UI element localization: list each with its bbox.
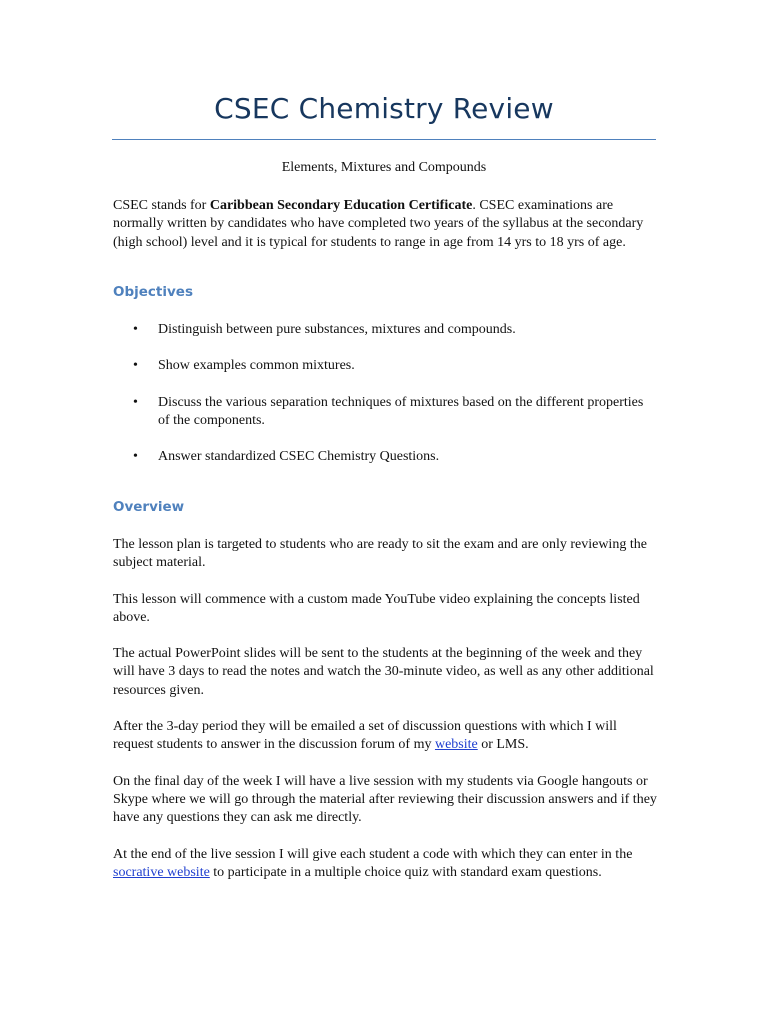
page-subtitle: Elements, Mixtures and Compounds: [281, 160, 487, 175]
intro-text-end: . CSEC examinations are normally written by candidates who have completed two years of the syllabus at the secondary (high school) level and it is typical for students to range in age from 14 yrs to 18 yrs of age.: [113, 198, 644, 250]
title-divider: [112, 139, 656, 140]
objectives-list: [113, 321, 658, 466]
bullet-icon: •: [133, 322, 138, 338]
intro-bold-text: Caribbean Secondary Education Certificate: [209, 198, 473, 213]
objective-text: Show examples common mixtures.: [158, 358, 355, 374]
overview-paragraph: This lesson will commence with a custom made YouTube video explaining the concepts listed above.: [113, 591, 640, 625]
overview-paragraph: On the final day of the week I will have a live session with my students via Google hangouts or Skype where we will go through the material after reviewing their discussion answers and if they have any questions they can ask me directly.: [113, 773, 657, 826]
paragraph-text: to participate in a multiple choice quiz with standard exam questions.: [209, 864, 602, 880]
bullet-icon: •: [133, 449, 138, 465]
intro-paragraph: [113, 197, 658, 252]
objective-item: [113, 321, 658, 339]
overview-paragraph: The lesson plan is targeted to students who are ready to sit the exam and are only reviewing the subject material.: [113, 536, 647, 571]
website-link[interactable]: website: [434, 737, 478, 753]
objective-text: Answer standardized CSEC Chemistry Questions.: [158, 449, 440, 465]
paragraph-text: After the 3-day period they will be emailed a set of discussion questions with which I will request students to answer in the discussion forum of my: [113, 719, 617, 753]
objective-item: [113, 394, 658, 431]
overview-paragraph: The actual PowerPoint slides will be sent to the students at the beginning of the week and they will have 3 days to read the notes and watch the 30-minute video, as well as any other additional resources given.: [113, 646, 654, 698]
page-title: CSEC Chemistry Review: [214, 92, 554, 125]
intro-text-start: CSEC stands for: [113, 198, 210, 213]
bullet-icon: •: [133, 358, 138, 374]
paragraph-text: At the end of the live session I will give each student a code with which they can enter in the: [113, 846, 633, 862]
overview-heading: Overview: [113, 498, 185, 515]
objectives-heading: Objectives: [113, 283, 193, 300]
paragraph-text: or LMS.: [477, 737, 529, 753]
overview-paragraph: [113, 718, 658, 755]
objective-text: Distinguish between pure substances, mixtures and compounds.: [158, 322, 516, 338]
overview-paragraph: [113, 846, 658, 883]
document-body: [113, 197, 658, 900]
objective-item: [113, 448, 658, 466]
socrative-website-link[interactable]: socrative website: [113, 864, 210, 880]
objective-item: [113, 357, 658, 375]
bullet-icon: •: [133, 394, 138, 410]
objective-text: Discuss the various separation techniques of mixtures based on the different properties of the components.: [158, 394, 644, 429]
